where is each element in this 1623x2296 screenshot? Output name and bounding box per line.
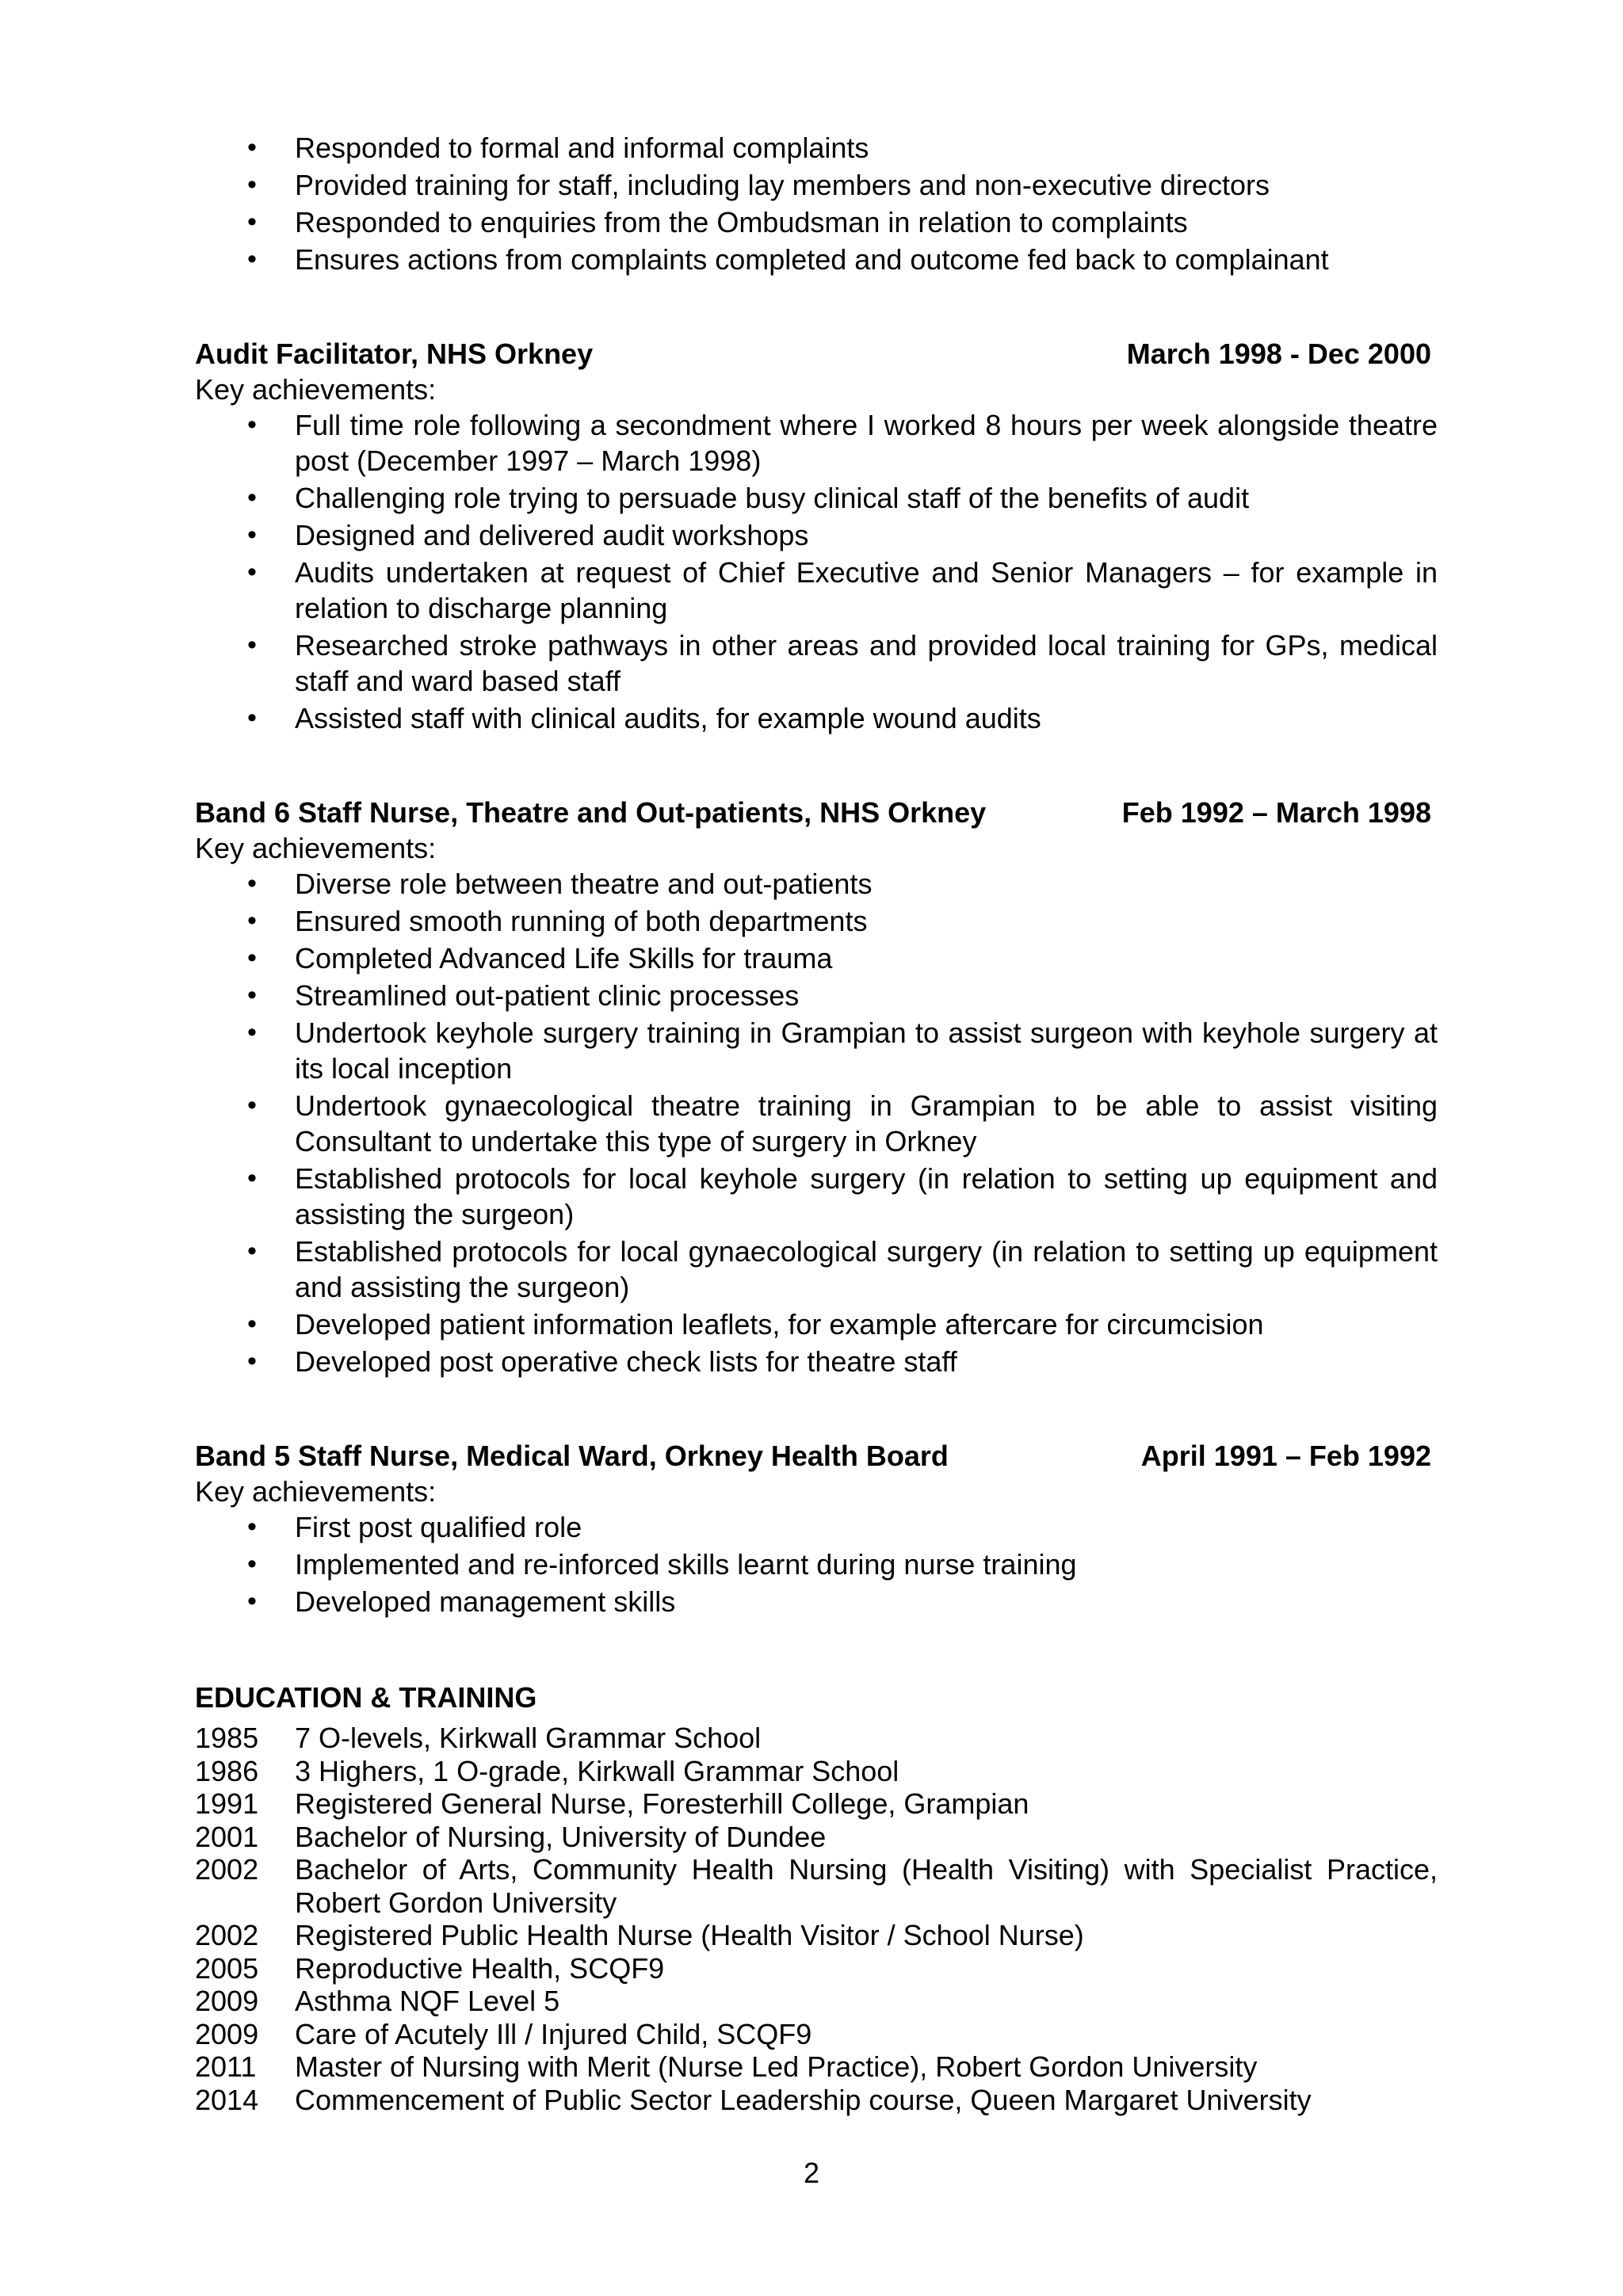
education-year: 2014 [195, 2083, 259, 2116]
education-text: Master of Nursing with Merit (Nurse Led Practice), Robert Gordon University [295, 2050, 1258, 2083]
education-year: 1986 [195, 1754, 259, 1787]
job-header [195, 1438, 1438, 1474]
list-item: • Full time role following a secondment where I worked 8 hours per week alongside theatre post (December 1997 – March 1998) [247, 409, 1438, 477]
job-dates: April 1991 – Feb 1992 [1140, 1440, 1431, 1472]
bullet-icon: • [247, 1549, 257, 1579]
education-year: 2002 [195, 1853, 259, 1886]
list-item: • Undertook keyhole surgery training in Grampian to assist surgeon with keyhole surgery at its local inception [247, 1016, 1438, 1085]
education-text: Commencement of Public Sector Leadership course, Queen Margaret University [295, 2083, 1312, 2116]
list-item: • Responded to enquiries from the Ombudsman in relation to complaints [247, 206, 1188, 238]
list-item: • Ensures actions from complaints completed and outcome fed back to complainant [247, 243, 1329, 276]
bullet-icon: • [247, 170, 257, 200]
list-item: • Provided training for staff, including lay members and non-executive directors [247, 169, 1270, 201]
education-text: Registered Public Health Nurse (Health Visitor / School Nurse) [295, 1919, 1084, 1951]
education-row [195, 1755, 1438, 1788]
bullet-icon: • [247, 482, 257, 513]
bullet-icon: • [247, 1586, 257, 1616]
bullet-icon: • [247, 906, 257, 936]
bullet-icon: • [247, 943, 257, 973]
education-list [195, 1722, 1438, 2116]
job-header [195, 795, 1438, 830]
bullet-icon: • [247, 1090, 257, 1120]
education-row [195, 1787, 1438, 1821]
bullet-icon: • [247, 557, 257, 587]
education-text: Bachelor of Nursing, University of Dundee [295, 1820, 827, 1853]
education-row [195, 1853, 1438, 1919]
bullet-icon: • [247, 1236, 257, 1266]
education-year: 2009 [195, 1985, 259, 2017]
job-bullet-list [195, 407, 1438, 736]
education-text: Bachelor of Arts, Community Health Nursing (Health Visiting) with Specialist Practice, Robert Gordon University [295, 1853, 1438, 1919]
education-text: Registered General Nurse, Foresterhill College, Grampian [295, 1787, 1029, 1820]
education-row [195, 1985, 1438, 2018]
bullet-icon: • [247, 410, 257, 440]
intro-bullet-list [195, 130, 1438, 277]
list-item: • Undertook gynaecological theatre training in Grampian to be able to assist visiting Consultant to undertake this type of surgery in Orkney [247, 1089, 1438, 1158]
key-achievements-label: Key achievements: [195, 832, 437, 864]
education-text: Care of Acutely Ill / Injured Child, SCQF9 [295, 2017, 812, 2050]
list-item: • Responded to formal and informal complaints [247, 132, 869, 164]
list-item: • Implemented and re-inforced skills learnt during nurse training [247, 1548, 1077, 1581]
list-item: • Developed management skills [247, 1585, 676, 1618]
job-title: Band 6 Staff Nurse, Theatre and Out-patients, NHS Orkney [195, 796, 987, 829]
list-item: • Challenging role trying to persuade busy clinical staff of the benefits of audit [247, 482, 1250, 514]
job-dates: March 1998 - Dec 2000 [1126, 338, 1431, 370]
education-year: 1985 [195, 1722, 259, 1754]
list-item: • Diverse role between theatre and out-patients [247, 868, 873, 900]
list-item: • First post qualified role [247, 1511, 582, 1543]
job-title: Audit Facilitator, NHS Orkney [195, 338, 594, 370]
list-item: • Developed patient information leaflets, for example aftercare for circumcision [247, 1308, 1264, 1341]
bullet-icon: • [247, 244, 257, 274]
education-year: 1991 [195, 1787, 259, 1820]
key-achievements-label: Key achievements: [195, 1475, 437, 1508]
education-year: 2001 [195, 1820, 259, 1853]
education-text: Asthma NQF Level 5 [295, 1985, 560, 2017]
bullet-icon: • [247, 980, 257, 1010]
job-bullet-list [195, 1509, 1438, 1619]
education-row [195, 1952, 1438, 1985]
education-row [195, 1722, 1438, 1755]
list-item: • Audits undertaken at request of Chief Executive and Senior Managers – for example in relation to discharge planning [247, 556, 1438, 624]
education-row [195, 2018, 1438, 2051]
bullet-icon: • [247, 1309, 257, 1339]
bullet-icon: • [247, 630, 257, 660]
bullet-icon: • [247, 1346, 257, 1376]
bullet-icon: • [247, 207, 257, 237]
education-row [195, 2084, 1438, 2117]
education-year: 2002 [195, 1919, 259, 1951]
job-band6-staff-nurse [195, 795, 1438, 1379]
job-header [195, 336, 1438, 372]
list-item: • Assisted staff with clinical audits, for example wound audits [247, 702, 1041, 734]
bullet-icon: • [247, 1017, 257, 1047]
education-text: 7 O-levels, Kirkwall Grammar School [295, 1722, 762, 1754]
bullet-icon: • [247, 1512, 257, 1542]
bullet-icon: • [247, 1163, 257, 1193]
education-row [195, 1919, 1438, 1952]
bullet-icon: • [247, 132, 257, 162]
bullet-icon: • [247, 703, 257, 733]
bullet-icon: • [247, 520, 257, 550]
job-band5-staff-nurse [195, 1438, 1438, 1619]
education-row [195, 2050, 1438, 2084]
job-title: Band 5 Staff Nurse, Medical Ward, Orkney Health Board [195, 1440, 949, 1472]
list-item: • Completed Advanced Life Skills for trauma [247, 942, 833, 974]
job-dates: Feb 1992 – March 1998 [1121, 796, 1431, 829]
key-achievements-label: Key achievements: [195, 373, 437, 406]
education-section-title: EDUCATION & TRAINING [195, 1681, 537, 1714]
list-item: • Established protocols for local keyhole surgery (in relation to setting up equipment and assisting the surgeon) [247, 1162, 1438, 1230]
page-number: 2 [803, 2157, 820, 2189]
job-bullet-list [195, 866, 1438, 1379]
list-item: • Streamlined out-patient clinic processes [247, 979, 800, 1012]
list-item: • Researched stroke pathways in other areas and provided local training for GPs, medical staff and ward based staff [247, 629, 1438, 697]
job-audit-facilitator [195, 336, 1438, 736]
list-item: • Established protocols for local gynaecological surgery (in relation to setting up equipment and assisting the surgeon) [247, 1235, 1438, 1303]
list-item: • Ensured smooth running of both departments [247, 905, 868, 937]
education-text: Reproductive Health, SCQF9 [295, 1951, 665, 1985]
cv-page-content [195, 130, 1438, 2116]
list-item: • Developed post operative check lists for theatre staff [247, 1345, 957, 1378]
education-text: 3 Highers, 1 O-grade, Kirkwall Grammar School [295, 1754, 899, 1787]
bullet-icon: • [247, 868, 257, 898]
education-year: 2011 [195, 2050, 257, 2083]
education-year: 2005 [195, 1951, 259, 1985]
list-item: • Designed and delivered audit workshops [247, 519, 809, 551]
education-year: 2009 [195, 2017, 259, 2050]
education-row [195, 1821, 1438, 1854]
